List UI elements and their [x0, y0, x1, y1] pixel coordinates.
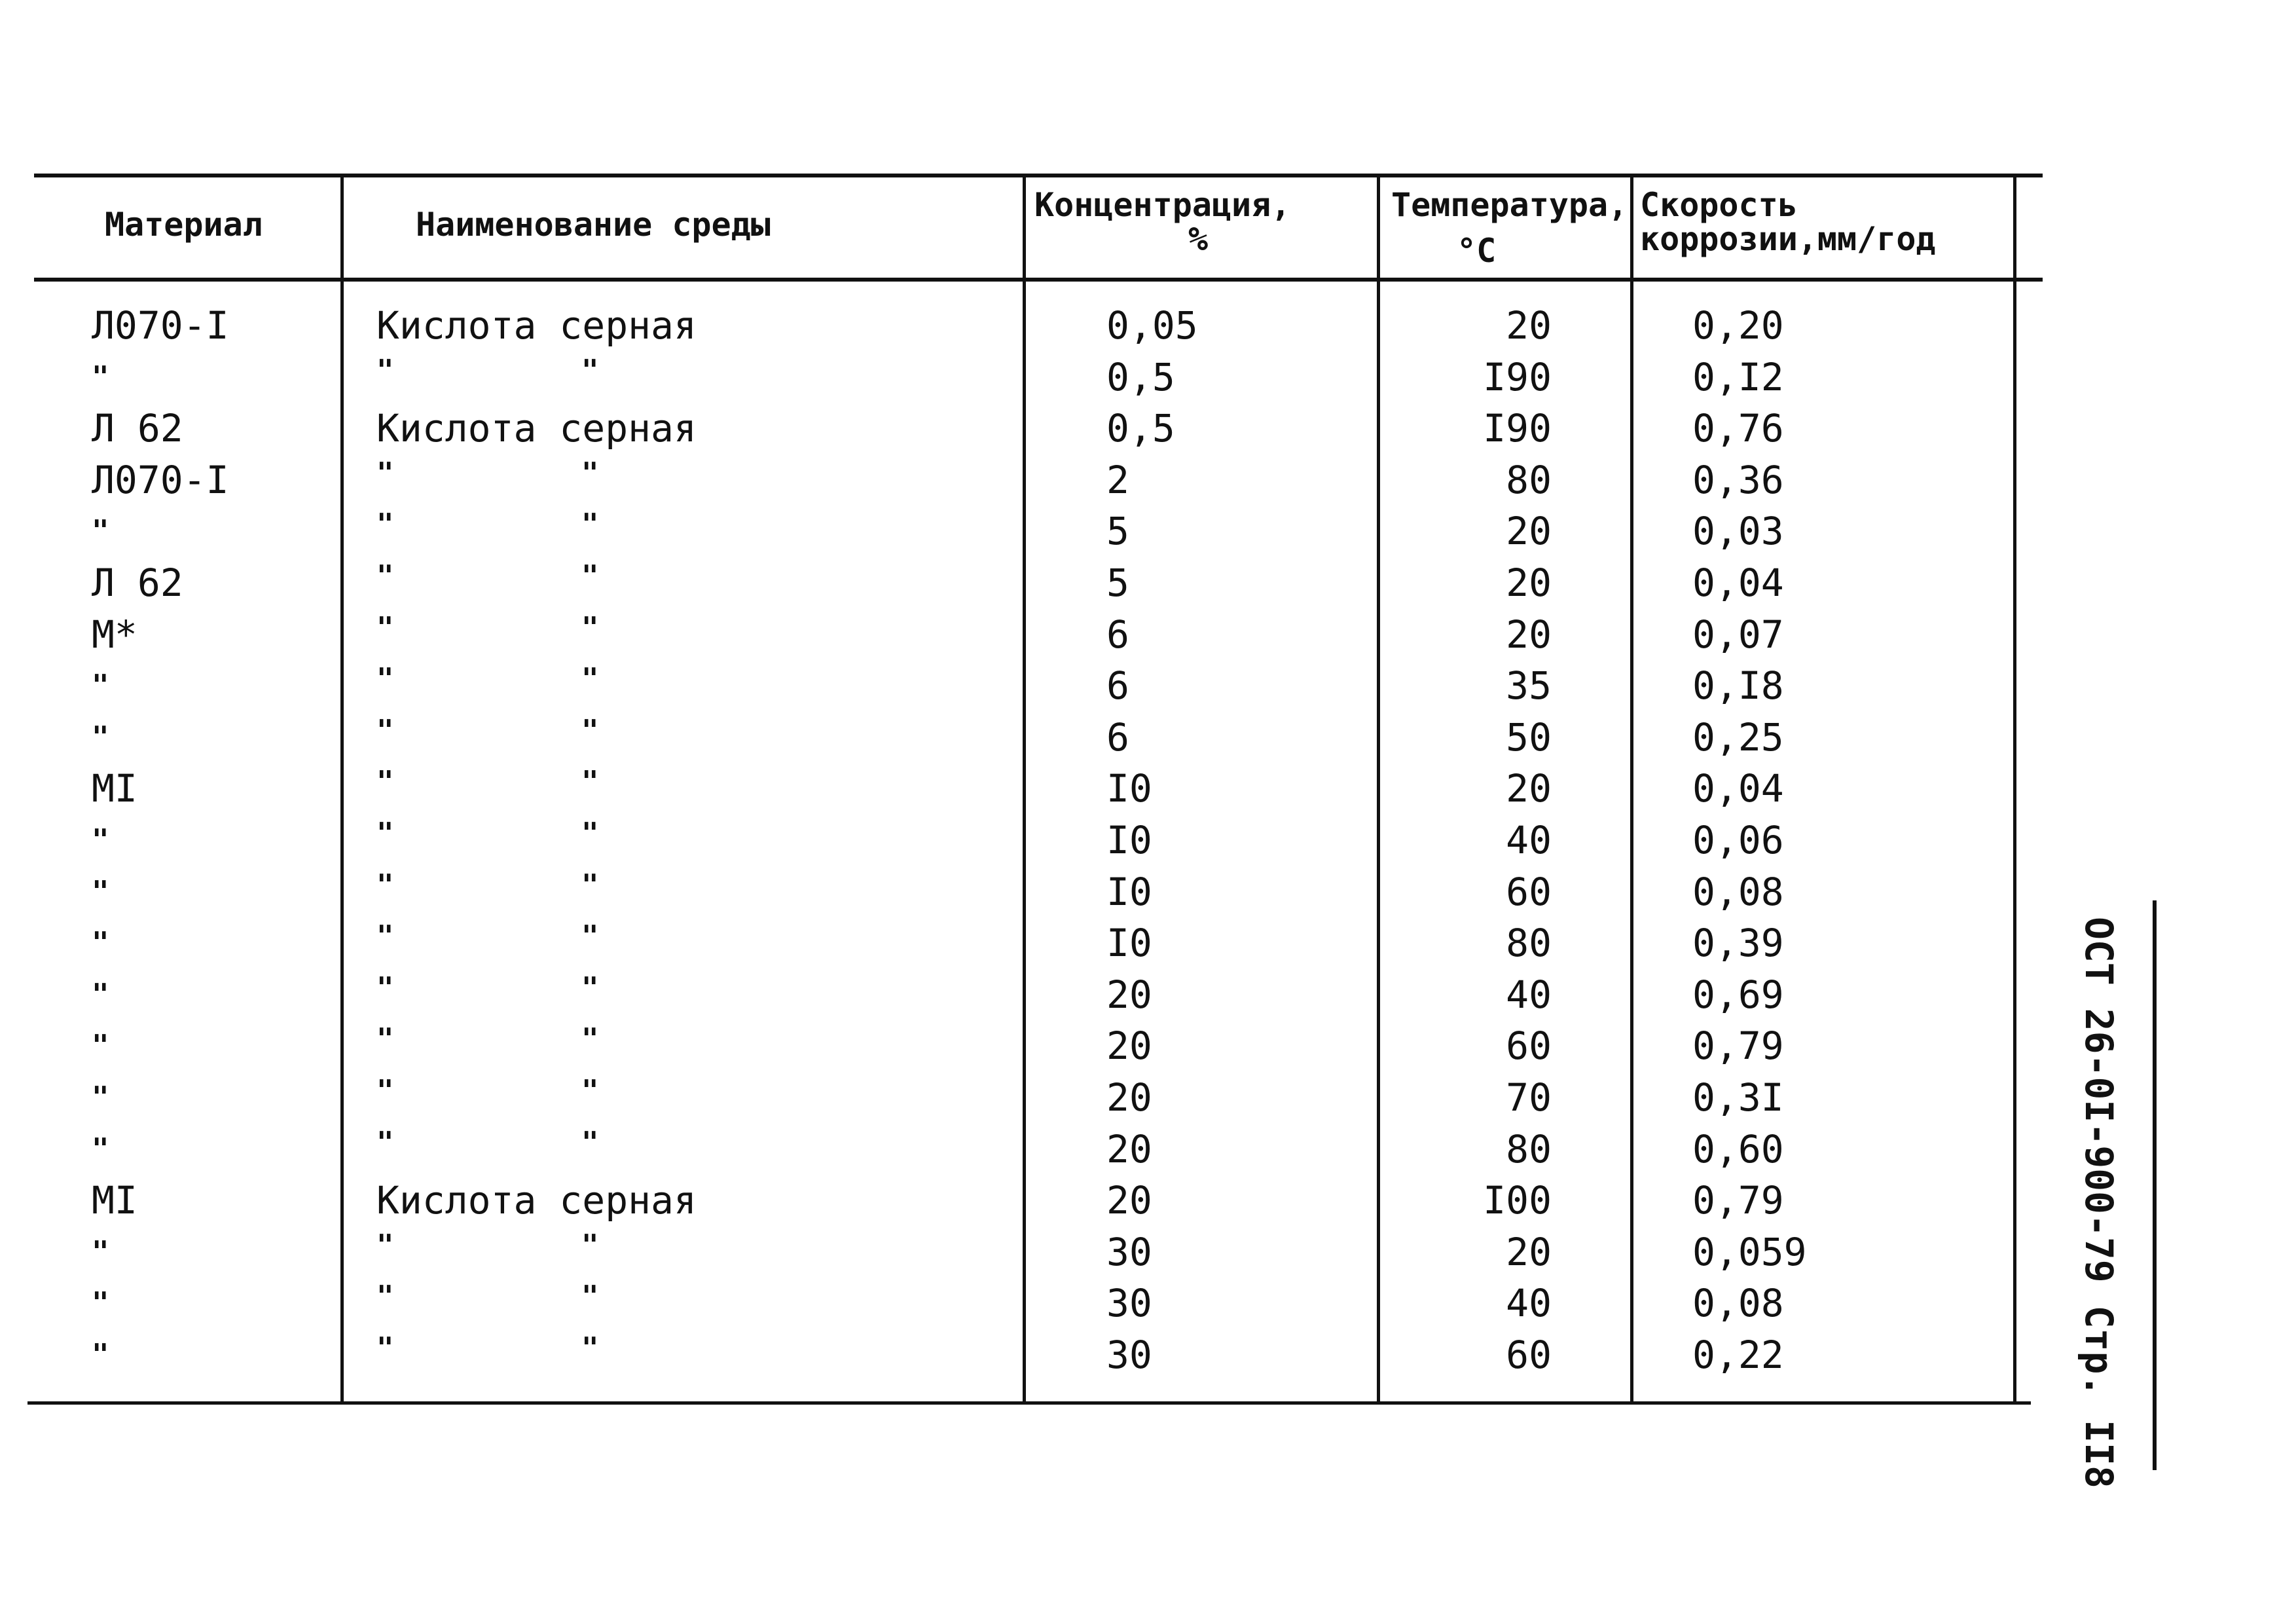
cell-material: "	[92, 1132, 109, 1166]
cell-temperature: 20	[1506, 303, 1552, 348]
cell-medium-ditto: " "	[376, 1074, 599, 1107]
col-divider-3	[1377, 174, 1380, 1405]
cell-concentration: 20	[1106, 1178, 1152, 1223]
cell-temperature: 60	[1506, 870, 1552, 914]
cell-temperature: I90	[1483, 406, 1552, 451]
cell-corrosion-rate: 0,04	[1692, 766, 1784, 811]
cell-medium-ditto: " "	[376, 971, 599, 1005]
col-divider-4	[1630, 174, 1633, 1405]
cell-corrosion-rate: 0,059	[1692, 1230, 1807, 1274]
cell-material: "	[92, 1338, 109, 1371]
cell-concentration: I0	[1106, 818, 1152, 862]
cell-material: "	[92, 514, 109, 547]
header-concentration: Концентрация,	[1034, 186, 1291, 224]
cell-medium-ditto: " "	[376, 1280, 599, 1313]
cell-medium-ditto: " "	[376, 1126, 599, 1159]
header-medium: Наименование среды	[416, 206, 771, 244]
cell-corrosion-rate: 0,79	[1692, 1178, 1784, 1223]
cell-medium-ditto: " "	[376, 662, 599, 695]
cell-concentration: 0,5	[1106, 355, 1175, 399]
cell-concentration: 6	[1106, 612, 1129, 657]
cell-medium-ditto: " "	[376, 765, 599, 798]
header-temperature-unit: °C	[1457, 232, 1497, 270]
cell-corrosion-rate: 0,3I	[1692, 1075, 1784, 1120]
cell-material: "	[92, 875, 109, 908]
cell-corrosion-rate: 0,22	[1692, 1333, 1784, 1377]
cell-material: М*	[92, 612, 137, 657]
col-divider-1	[340, 174, 344, 1405]
cell-corrosion-rate: 0,60	[1692, 1127, 1784, 1172]
cell-temperature: 80	[1506, 1127, 1552, 1172]
cell-material: "	[92, 1235, 109, 1268]
header-rate: Скорость	[1640, 186, 1798, 224]
cell-medium: Кислота серная	[376, 303, 697, 348]
cell-concentration: I0	[1106, 870, 1152, 914]
cell-material: Л 62	[92, 406, 183, 451]
cell-corrosion-rate: 0,08	[1692, 1281, 1784, 1325]
cell-material: "	[92, 669, 109, 702]
cell-medium-ditto: " "	[376, 611, 599, 644]
cell-medium: Кислота серная	[376, 1178, 697, 1223]
cell-concentration: 0,05	[1106, 303, 1198, 348]
cell-material: МI	[92, 766, 137, 811]
cell-temperature: 40	[1506, 1281, 1552, 1325]
header-bottom-border	[34, 278, 2043, 282]
cell-temperature: 20	[1506, 561, 1552, 605]
cell-corrosion-rate: 0,39	[1692, 921, 1784, 965]
cell-medium-ditto: " "	[376, 714, 599, 747]
cell-concentration: 6	[1106, 715, 1129, 760]
cell-temperature: 20	[1506, 766, 1552, 811]
cell-concentration: 30	[1106, 1230, 1152, 1274]
cell-temperature: 60	[1506, 1024, 1552, 1068]
cell-concentration: 5	[1106, 509, 1129, 553]
cell-concentration: 2	[1106, 458, 1129, 502]
cell-material: "	[92, 823, 109, 857]
cell-corrosion-rate: 0,20	[1692, 303, 1784, 348]
cell-material: "	[92, 1286, 109, 1320]
cell-temperature: 40	[1506, 972, 1552, 1017]
cell-temperature: I90	[1483, 355, 1552, 399]
cell-concentration: 30	[1106, 1333, 1152, 1377]
cell-corrosion-rate: 0,04	[1692, 561, 1784, 605]
cell-temperature: 20	[1506, 1230, 1552, 1274]
cell-corrosion-rate: 0,03	[1692, 509, 1784, 553]
cell-concentration: I0	[1106, 921, 1152, 965]
cell-concentration: 6	[1106, 663, 1129, 708]
table-bottom-border	[27, 1401, 2031, 1405]
cell-temperature: 80	[1506, 921, 1552, 965]
cell-temperature: 20	[1506, 509, 1552, 553]
cell-corrosion-rate: 0,79	[1692, 1024, 1784, 1068]
cell-corrosion-rate: 0,06	[1692, 818, 1784, 862]
cell-temperature: 40	[1506, 818, 1552, 862]
cell-medium-ditto: " "	[376, 559, 599, 593]
cell-temperature: 60	[1506, 1333, 1552, 1377]
cell-concentration: 20	[1106, 1127, 1152, 1172]
cell-material: Л070-I	[92, 458, 229, 502]
cell-temperature: 80	[1506, 458, 1552, 502]
header-material: Материал	[105, 206, 263, 244]
cell-concentration: 30	[1106, 1281, 1152, 1325]
cell-medium-ditto: " "	[376, 919, 599, 953]
cell-material: МI	[92, 1178, 137, 1223]
cell-material: Л 62	[92, 561, 183, 605]
cell-medium-ditto: " "	[376, 354, 599, 387]
cell-corrosion-rate: 0,25	[1692, 715, 1784, 760]
page-marker: ОСТ 26-0I-900-79 Стр. II8	[2077, 917, 2121, 1488]
cell-corrosion-rate: 0,76	[1692, 406, 1784, 451]
cell-concentration: 0,5	[1106, 406, 1175, 451]
cell-medium: Кислота серная	[376, 406, 697, 451]
header-temperature: Температура,	[1391, 186, 1628, 224]
cell-corrosion-rate: 0,I2	[1692, 355, 1784, 399]
cell-corrosion-rate: 0,69	[1692, 972, 1784, 1017]
cell-concentration: 5	[1106, 561, 1129, 605]
cell-medium-ditto: " "	[376, 817, 599, 850]
cell-concentration: 20	[1106, 1024, 1152, 1068]
col-divider-2	[1023, 174, 1026, 1405]
header-rate-unit: коррозии,мм/год	[1640, 220, 1936, 258]
cell-temperature: 20	[1506, 612, 1552, 657]
cell-material: "	[92, 926, 109, 959]
cell-corrosion-rate: 0,36	[1692, 458, 1784, 502]
header-concentration-unit: %	[1188, 220, 1209, 258]
cell-temperature: 70	[1506, 1075, 1552, 1120]
cell-material: "	[92, 720, 109, 754]
cell-material: "	[92, 1029, 109, 1062]
cell-corrosion-rate: 0,07	[1692, 612, 1784, 657]
cell-temperature: 35	[1506, 663, 1552, 708]
cell-concentration: 20	[1106, 972, 1152, 1017]
cell-material: "	[92, 1080, 109, 1114]
cell-medium-ditto: " "	[376, 1228, 599, 1262]
cell-medium-ditto: " "	[376, 1331, 599, 1365]
cell-material: "	[92, 978, 109, 1011]
cell-corrosion-rate: 0,08	[1692, 870, 1784, 914]
cell-temperature: I00	[1483, 1178, 1552, 1223]
cell-medium-ditto: " "	[376, 868, 599, 902]
page-marker-rule	[2153, 900, 2157, 1470]
cell-material: Л070-I	[92, 303, 229, 348]
cell-material: "	[92, 360, 109, 394]
table-right-border	[2013, 174, 2016, 1405]
table-top-border	[34, 174, 2043, 177]
cell-medium-ditto: " "	[376, 456, 599, 490]
cell-concentration: I0	[1106, 766, 1152, 811]
cell-medium-ditto: " "	[376, 1022, 599, 1056]
cell-corrosion-rate: 0,I8	[1692, 663, 1784, 708]
cell-medium-ditto: " "	[376, 507, 599, 541]
cell-concentration: 20	[1106, 1075, 1152, 1120]
cell-temperature: 50	[1506, 715, 1552, 760]
